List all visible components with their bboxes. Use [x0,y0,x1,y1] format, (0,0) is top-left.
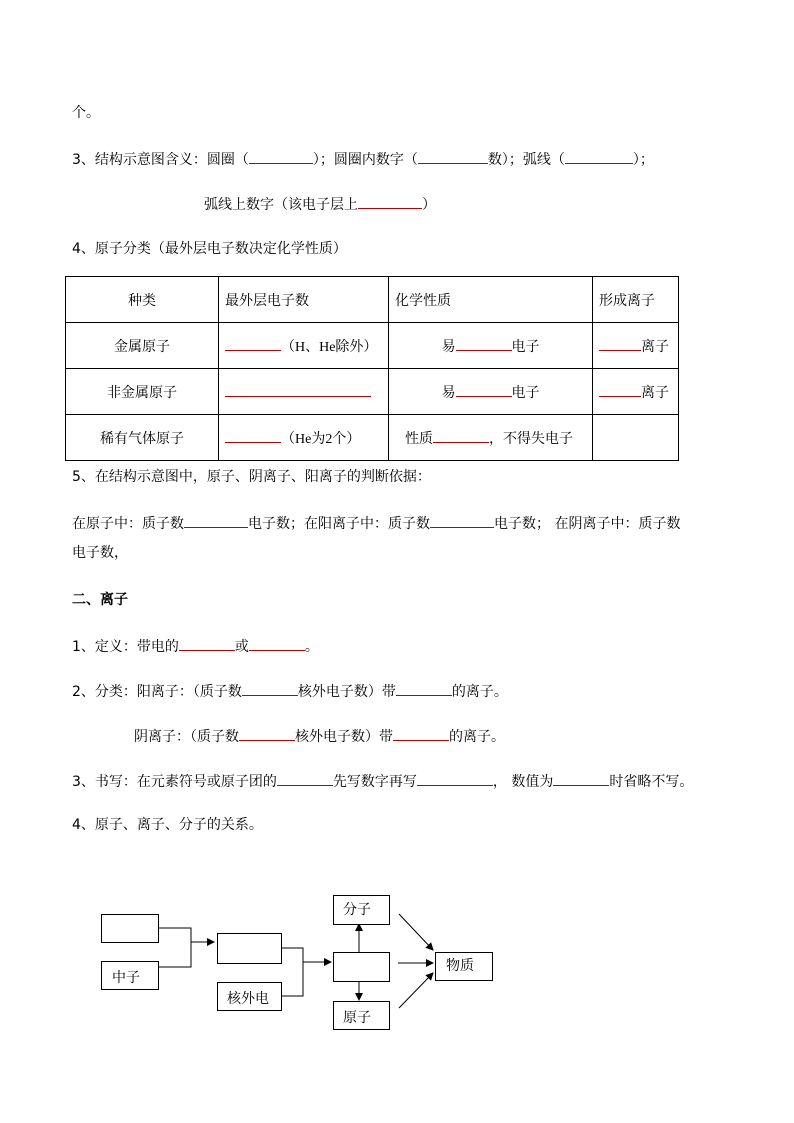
relation-title: 4、原子、离子、分子的关系。 [72,817,263,833]
def-text-2: 或 [234,639,249,655]
table-header-row [66,277,679,323]
property-cell [389,369,593,415]
answer-blank[interactable] [249,149,313,164]
type-cell: 稀有气体原子 [66,415,219,461]
writing-text-1: 3、书写：在元素符号或原子团的 [72,774,277,790]
item5-answer-cont: 电子数， [72,545,128,561]
outer-electrons-cell [219,415,389,461]
property-suffix: ，不得失电子 [489,430,573,447]
blank-box-center [333,952,390,982]
matter-box [435,952,493,981]
item3-text-2: ）；圆圈内数字（ [312,152,418,168]
electrons-label: 核外电 [227,991,269,1007]
answer-blank[interactable] [225,382,371,397]
atom-label: 原子 [343,1010,371,1026]
type-cell: 非金属原子 [66,369,219,415]
item3-text-3: 数）；弧线（ [487,152,565,168]
item3-line1 [72,149,654,169]
answer-blank[interactable] [599,336,641,351]
header-cell: 化学性质 [389,277,593,323]
ion-cell [593,415,679,461]
def-text-1: 1、定义：带电的 [72,639,179,655]
property-prefix: 性质 [405,430,433,447]
blank-box-nucleus [217,933,282,964]
item3-line2 [204,194,436,214]
writing-text-3: ， 数值为 [492,774,554,790]
section2-heading: 二、离子 [72,592,128,608]
item3-text-6: ） [422,197,436,213]
answer-blank[interactable] [225,428,281,443]
item3-text-4: ）； [632,152,654,168]
ion-cell [593,323,679,369]
property-cell [389,415,593,461]
item3-text-5: 弧线上数字（该电子层上 [204,197,358,213]
item5-text-3: 电子数； 在阴离子中：质子数 [494,516,681,532]
item5-text-1: 在原子中：质子数 [72,516,184,532]
def-text-3: 。 [304,639,319,655]
item5-text-2: 电子数；在阳离子中：质子数 [248,516,430,532]
outer-electrons-cell [219,323,389,369]
arrow-molecule-to-matter [399,914,433,950]
cation-text-3: 的离子。 [451,684,508,700]
answer-blank[interactable] [553,771,609,786]
writing-line [72,771,693,791]
ion-definition [72,636,319,656]
writing-text-2: 先写数字再写 [332,774,417,790]
answer-blank[interactable] [396,681,452,696]
bracket-line [158,928,191,967]
molecule-box [333,895,390,925]
table-row [66,323,679,369]
property-prefix: 易 [441,384,456,401]
answer-blank[interactable] [249,636,305,651]
atom-ion-molecule-diagram [90,890,510,1040]
anion-text-1: 阴离子：（质子数 [134,729,239,745]
anion-text-2: 核外电子数）带 [295,729,393,745]
answer-blank[interactable] [225,336,281,351]
property-cell [389,323,593,369]
item5-title: 5、在结构示意图中，原子、阴离子、阳离子的判断依据： [72,469,431,485]
exception-note: （He为2个） [281,431,361,447]
item3-text-1: 3、结构示意图含义：圆圈（ [72,152,249,168]
answer-blank[interactable] [184,513,248,528]
answer-blank[interactable] [239,726,295,741]
answer-blank[interactable] [277,771,333,786]
item5-answer-line [72,513,680,533]
atom-box [333,1001,390,1030]
property-suffix: 电子 [511,384,540,401]
answer-blank[interactable] [456,336,512,351]
anion-line [134,726,505,746]
matter-label: 物质 [446,958,474,974]
electrons-box [217,982,282,1011]
header-cell: 形成离子 [593,277,679,323]
answer-blank[interactable] [358,194,422,209]
answer-blank[interactable] [242,681,298,696]
ion-label: 离子 [641,338,669,355]
blank-box-top-left [101,914,159,943]
answer-blank[interactable] [179,636,235,651]
neutron-box [101,961,159,990]
type-cell: 金属原子 [66,323,219,369]
ion-label: 离子 [641,384,669,401]
answer-blank[interactable] [599,382,641,397]
bracket-line [281,948,303,996]
answer-blank[interactable] [417,771,493,786]
writing-text-4: 时省略不写。 [609,774,694,790]
answer-blank[interactable] [418,149,488,164]
top-fragment: 个。 [72,105,100,121]
neutron-label: 中子 [112,970,140,986]
arrow-atom-to-matter [399,973,433,1008]
outer-electrons-cell [219,369,389,415]
header-cell: 种类 [66,277,219,323]
anion-text-3: 的离子。 [449,729,505,745]
item4-title: 4、原子分类（最外层电子数决定化学性质） [72,241,347,257]
ion-cell [593,369,679,415]
table-row [66,415,679,461]
property-prefix: 易 [441,338,456,355]
header-cell: 最外层电子数 [219,277,389,323]
exception-note: （H、He除外） [281,339,378,355]
answer-blank[interactable] [433,428,489,443]
table-row [66,369,679,415]
property-suffix: 电子 [511,338,540,355]
cation-text-1: 2、分类：阳离子：（质子数 [72,684,242,700]
answer-blank[interactable] [430,513,494,528]
cation-text-2: 核外电子数）带 [297,684,396,700]
atom-classification-table [65,276,679,461]
answer-blank[interactable] [456,382,512,397]
molecule-label: 分子 [343,902,371,918]
answer-blank[interactable] [393,726,449,741]
answer-blank[interactable] [565,149,633,164]
cation-line [72,681,508,701]
